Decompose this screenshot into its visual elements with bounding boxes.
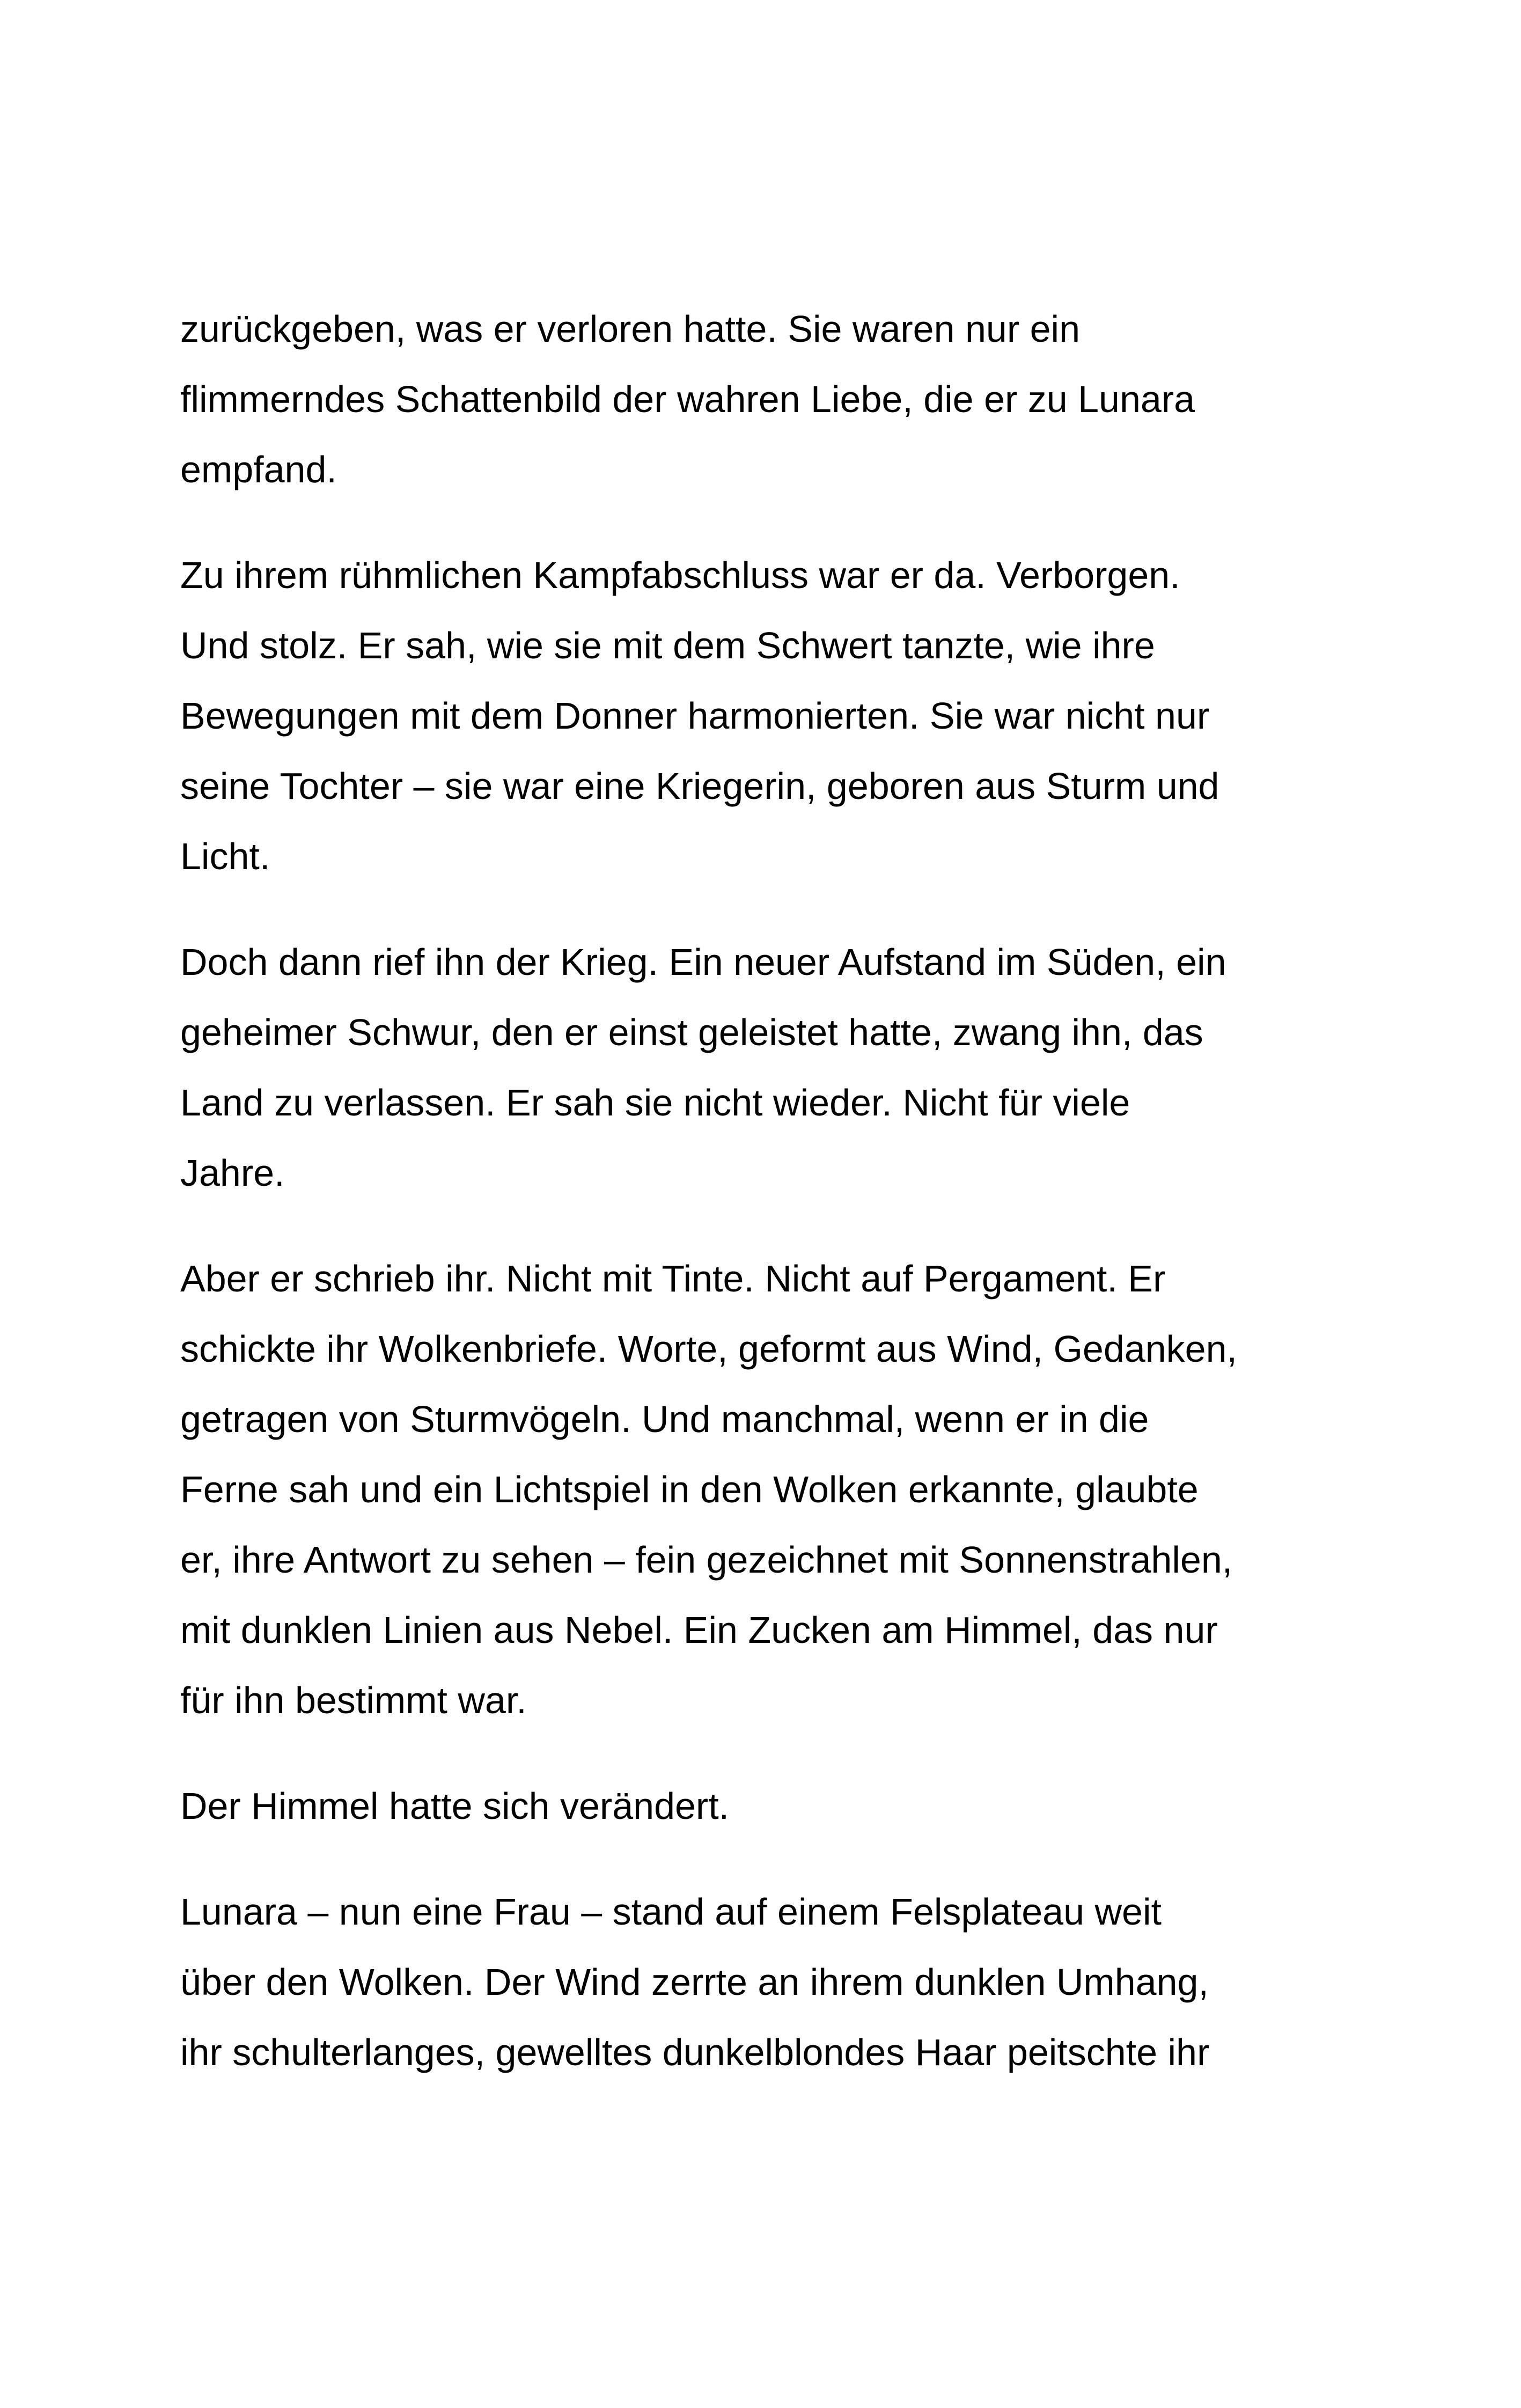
text-line: Und stolz. Er sah, wie sie mit dem Schwert tanzte, wie ihre (180, 625, 1155, 666)
text-line: empfand. (180, 449, 337, 490)
paragraph (180, 540, 1361, 892)
text-line: für ihn bestimmt war. (180, 1679, 527, 1721)
paragraph (180, 1771, 1361, 1841)
text-line: mit dunklen Linien aus Nebel. Ein Zucken am Himmel, das nur (180, 1609, 1218, 1651)
paragraph (180, 927, 1361, 1208)
text-line: getragen von Sturmvögeln. Und manchmal, wenn er in die (180, 1398, 1149, 1440)
paragraph (180, 1244, 1361, 1736)
text-line: Bewegungen mit dem Donner harmonierten. Sie war nicht nur (180, 695, 1210, 737)
text-line: Licht. (180, 835, 270, 877)
text-line: über den Wolken. Der Wind zerrte an ihrem dunklen Umhang, (180, 1961, 1209, 2003)
text-line: Jahre. (180, 1152, 285, 1194)
text-line: Aber er schrieb ihr. Nicht mit Tinte. Nicht auf Pergament. Er (180, 1258, 1166, 1300)
text-line: geheimer Schwur, den er einst geleistet hatte, zwang ihn, das (180, 1011, 1203, 1053)
paragraph (180, 294, 1361, 505)
paragraph (180, 1877, 1361, 2088)
text-line: Ferne sah und ein Lichtspiel in den Wolken erkannte, glaubte (180, 1469, 1199, 1510)
body-text (180, 294, 1361, 2123)
text-line: er, ihre Antwort zu sehen – fein gezeichnet mit Sonnenstrahlen, (180, 1539, 1233, 1581)
text-line: seine Tochter – sie war eine Kriegerin, geboren aus Sturm und (180, 765, 1219, 807)
text-line: zurückgeben, was er verloren hatte. Sie waren nur ein (180, 308, 1081, 350)
text-line: Land zu verlassen. Er sah sie nicht wieder. Nicht für viele (180, 1082, 1130, 1124)
text-line: Lunara – nun eine Frau – stand auf einem Felsplateau weit (180, 1891, 1162, 1933)
text-line: Zu ihrem rühmlichen Kampfabschluss war er da. Verborgen. (180, 554, 1180, 596)
text-line: Der Himmel hatte sich verändert. (180, 1785, 730, 1827)
text-line: schickte ihr Wolkenbriefe. Worte, geformt aus Wind, Gedanken, (180, 1328, 1237, 1370)
text-line: flimmerndes Schattenbild der wahren Liebe, die er zu Lunara (180, 378, 1195, 420)
text-line: ihr schulterlanges, gewelltes dunkelblondes Haar peitschte ihr (180, 2031, 1210, 2073)
text-line: Doch dann rief ihn der Krieg. Ein neuer Aufstand im Süden, ein (180, 941, 1226, 983)
